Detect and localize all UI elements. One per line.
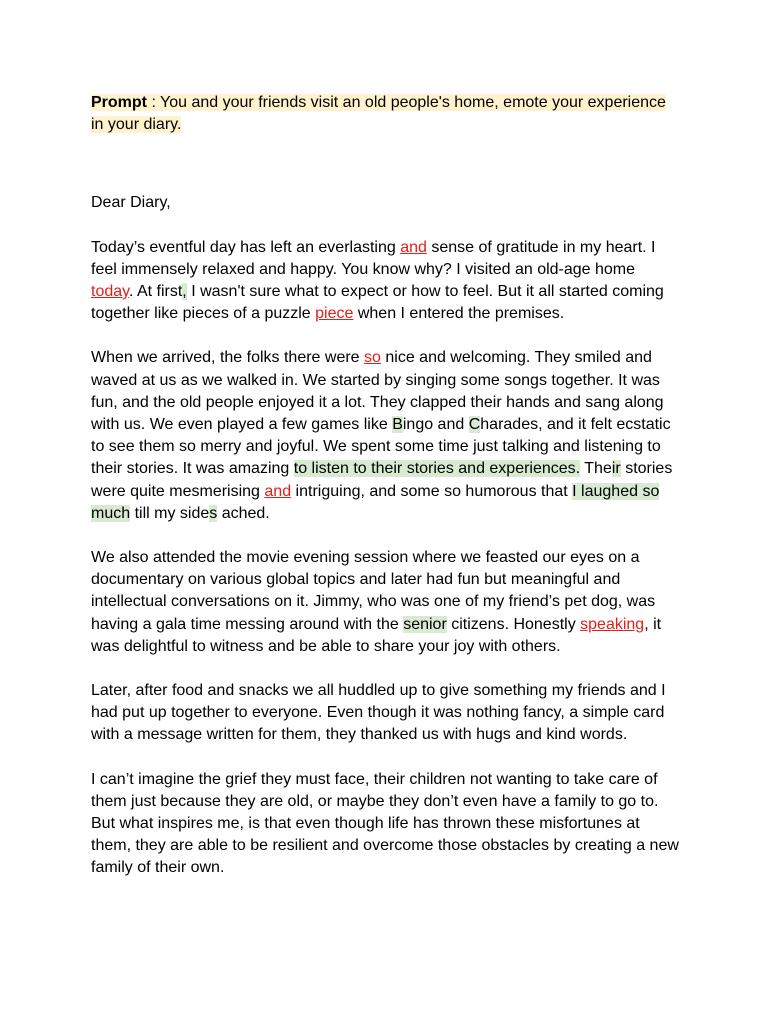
- highlighted-text: I laughed so much: [91, 482, 660, 522]
- paragraph-text: stories were quite mesmerising: [91, 460, 673, 500]
- highlighted-text: to listen to their stories and experiences.: [293, 460, 581, 478]
- paragraph-text: nice and welcoming. They smiled and waved at us as we walked in. We started by singing some songs together. It was fun, and the old people enjoyed it a lot. They clapped their hands and sang along with us. We even played a few games like: [91, 349, 664, 434]
- paragraph-text: , it was delightful to witness and be able to share your joy with others.: [91, 615, 662, 655]
- prompt-label: Prompt: [91, 94, 147, 111]
- highlighted-text: C: [468, 416, 481, 434]
- prompt-separator: :: [147, 94, 161, 111]
- diary-paragraph: [91, 680, 681, 747]
- flagged-word: speaking: [580, 615, 645, 633]
- diary-paragraph: [91, 769, 681, 880]
- paragraph-text: intriguing, and some so humorous that: [291, 482, 573, 500]
- paragraph-text: Later, after food and snacks we all huddled up to give something my friends and I had put up together to everyone. Even though it was nothing fancy, a simple card with a message written for them, they thanked us with hugs and kind words.: [91, 682, 666, 744]
- diary-paragraph: [91, 547, 681, 658]
- paragraph-text: ingo and: [402, 416, 469, 434]
- paragraph-text: when I entered the premises.: [353, 305, 565, 323]
- diary-paragraph: [91, 347, 681, 525]
- highlighted-text: s: [209, 504, 218, 522]
- paragraph-text: Today’s eventful day has left an everlasting: [91, 238, 401, 256]
- paragraph-text: The: [580, 460, 612, 478]
- flagged-word: and: [264, 482, 292, 500]
- diary-paragraph: [91, 237, 681, 326]
- paragraph-text: ached.: [217, 504, 270, 522]
- prompt-highlight: [91, 94, 666, 133]
- highlighted-text: B: [392, 416, 403, 434]
- paragraph-text: sense of gratitude in my heart. I feel immensely relaxed and happy. You know why? I visited an old-age home: [91, 238, 656, 278]
- paragraph-text: I wasn't sure what to expect or how to feel. But it all started coming together like pieces of a puzzle: [91, 283, 664, 323]
- prompt-text: You and your friends visit an old people's home, emote your experience in your diary.: [91, 94, 666, 134]
- document-body: [91, 92, 681, 880]
- paragraph-text: till my side: [130, 504, 210, 522]
- highlighted-text: ,: [182, 283, 187, 301]
- paragraph-text: When we arrived, the folks there were: [91, 349, 365, 367]
- diary-paragraphs: [91, 237, 681, 880]
- flagged-word: piece: [315, 305, 354, 323]
- flagged-word: today: [91, 283, 129, 301]
- paragraph-text: harades, and it felt ecstatic to see them so merry and joyful. We spent some time just talking and listening to their stories. It was amazing: [91, 416, 671, 478]
- paragraph-text: I can’t imagine the grief they must face, their children not wanting to take care of them just because they are old, or maybe they don’t even have a family to go to. But what inspires me, is that even though life has thrown these misfortunes at them, they are able to be resilient and overcome those obstacles by creating a new family of their own.: [91, 770, 679, 877]
- highlighted-text: senior: [403, 615, 447, 633]
- diary-salutation: Dear Diary,: [91, 194, 171, 212]
- flagged-word: so: [364, 349, 381, 367]
- paragraph-text: We also attended the movie evening session where we feasted our eyes on a documentary on various global topics and later had fun but meaningful and intellectual conversations on it. Jimmy, who was one of my friend’s pet dog, was having a gala time messing around with the: [91, 549, 656, 633]
- paragraph-text: . At first: [128, 283, 183, 301]
- highlighted-text: ir: [611, 460, 621, 478]
- prompt-line: [91, 92, 681, 136]
- flagged-word: and: [400, 238, 427, 256]
- paragraph-text: citizens. Honestly: [446, 615, 581, 633]
